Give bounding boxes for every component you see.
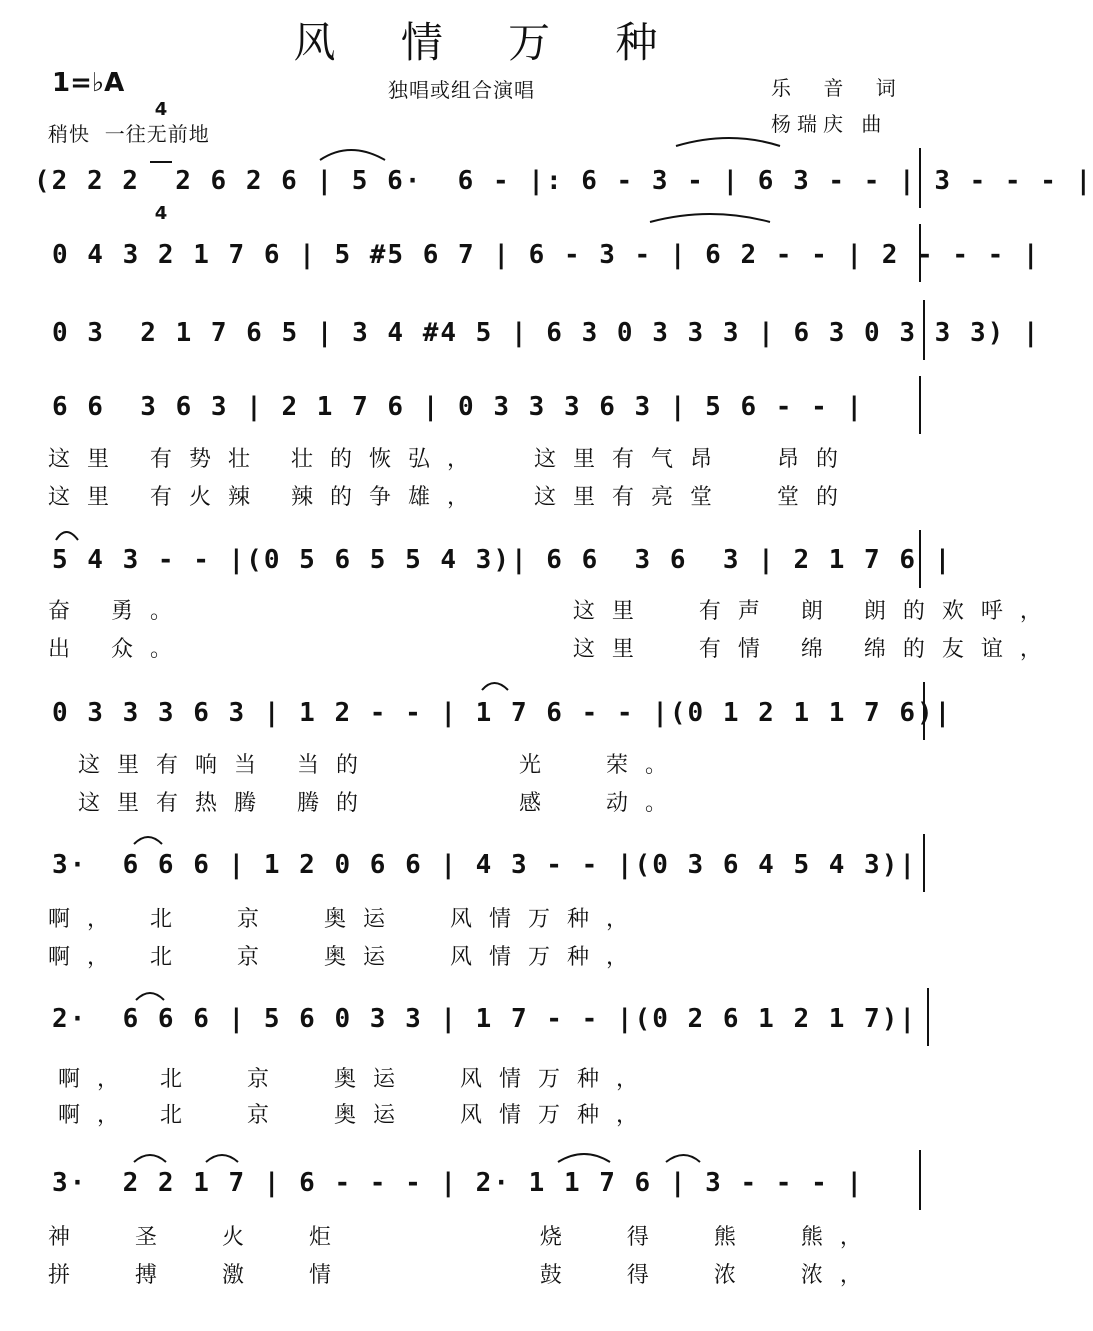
lyric-row-5a: 奋 勇。 这里 有声 朗 朗的欢呼， xyxy=(48,599,1059,624)
fermata-r6 xyxy=(482,683,508,690)
score-row-2: 0 4 3 2 1 7 6 | 5 #5 6 7 | 6 - 3 - | 6 2 - - | 2 - - - | xyxy=(52,240,1041,270)
slur-r9-c xyxy=(558,1154,610,1162)
lyric-row-6a: 这里有响当 当的 光 荣。 xyxy=(78,753,684,778)
time-signature-top: 4 xyxy=(154,99,168,120)
score-row-6: 0 3 3 3 6 3 | 1 2 - - | 1 7 6 - - |(0 1 2 1 1 7 6)| xyxy=(52,698,953,728)
slur-r9-d xyxy=(666,1155,700,1162)
score-row-1: (2 2 2 2 6 2 6 | 5 6· 6 - |: 6 - 3 - | 6 3 - - | 3 - - - | xyxy=(34,166,1093,196)
score-row-8: 2· 6 6 6 | 5 6 0 3 3 | 1 7 - - |(0 2 6 1 2 1 7)| xyxy=(52,1004,918,1034)
fermata-r8 xyxy=(136,993,164,1000)
slur-r9-a xyxy=(134,1155,166,1162)
key-signature: 1=♭A xyxy=(52,68,125,98)
lyric-row-4a: 这里 有势壮 壮的恢弘， 这里有气昂 昂的 xyxy=(48,447,855,472)
slur-r9-b xyxy=(206,1155,238,1162)
song-title: 风 情 万 种 xyxy=(293,18,684,67)
lyric-row-5b: 出 众。 这里 有情 绵 绵的友谊， xyxy=(48,637,1059,662)
performance-note: 独唱或组合演唱 xyxy=(388,78,535,102)
composer-credit: 杨瑞庆 曲 xyxy=(771,112,888,136)
score-row-3: 0 3 2 1 7 6 5 | 3 4 #4 5 | 6 3 0 3 3 3 | 6 3 0 3 3 3) | xyxy=(52,318,1041,348)
lyric-row-4b: 这里 有火辣 辣的争雄， 这里有亮堂 堂的 xyxy=(48,485,855,510)
lyric-row-6b: 这里有热腾 腾的 感 动。 xyxy=(78,791,684,816)
lyric-row-7b: 啊， 北 京 奥运 风情万种， xyxy=(48,945,645,970)
lyricist-credit: 乐 音 词 xyxy=(771,76,909,100)
lyric-row-8a: 啊， 北 京 奥运 风情万种， xyxy=(58,1067,655,1092)
score-row-5: 5 4 3 - - |(0 5 6 5 5 4 3)| 6 6 3 6 3 | 2 1 7 6 | xyxy=(52,545,953,575)
score-row-7: 3· 6 6 6 | 1 2 0 6 6 | 4 3 - - |(0 3 6 4 5 4 3)| xyxy=(52,850,918,880)
lyric-row-7a: 啊， 北 京 奥运 风情万种， xyxy=(48,907,645,932)
lyric-row-8b: 啊， 北 京 奥运 风情万种， xyxy=(58,1103,655,1128)
slur-r2 xyxy=(650,214,770,222)
slur-r1-b xyxy=(676,138,780,146)
tempo-marking: 稍快 一往无前地 xyxy=(48,122,210,146)
lyric-row-9b: 拼 搏 激 情 鼓 得 浓 浓， xyxy=(48,1263,879,1288)
fermata-r7 xyxy=(134,837,162,844)
score-row-9: 3· 2 2 1 7 | 6 - - - | 2· 1 1 7 6 | 3 - - - | xyxy=(52,1168,865,1198)
slur-r1-a xyxy=(320,150,385,160)
lyric-row-9a: 神 圣 火 炬 烧 得 熊 熊， xyxy=(48,1225,879,1250)
score-row-4: 6 6 3 6 3 | 2 1 7 6 | 0 3 3 3 6 3 | 5 6 - - | xyxy=(52,392,865,422)
fermata-r5 xyxy=(56,532,78,540)
time-signature-bottom: 4 xyxy=(154,203,168,224)
